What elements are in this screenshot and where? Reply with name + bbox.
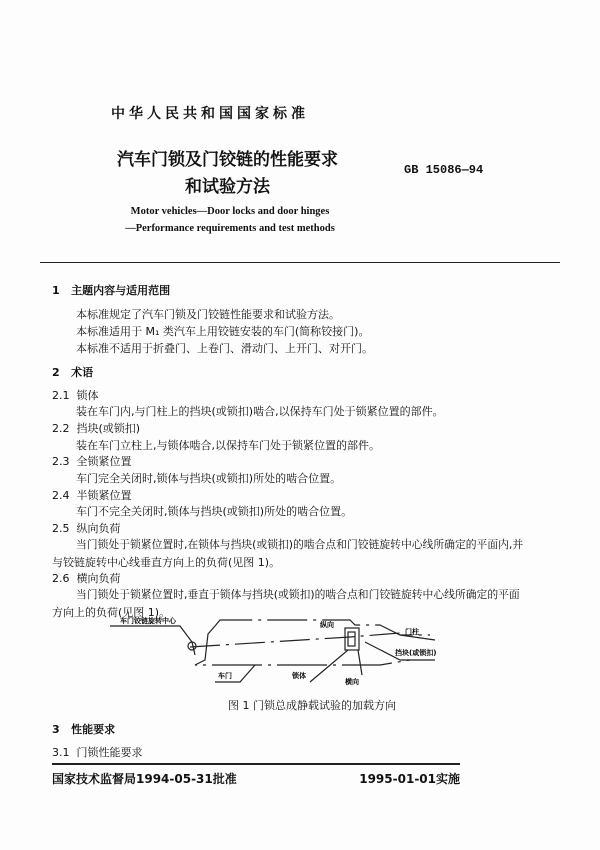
label-longitudinal: 纵向 — [320, 621, 334, 629]
paragraph: 与铰链旋转中心线垂直方向上的负荷(见图 1)。 — [52, 556, 281, 569]
paragraph: 本标准规定了汽车门锁及门铰链性能要求和试验方法。 — [76, 308, 340, 321]
label-pillar: 门柱 — [405, 628, 419, 636]
title-en-1: Motor vehicles—Door locks and door hinges — [130, 206, 330, 217]
term-heading: 2.5 纵向负荷 — [52, 522, 121, 535]
standard-header: 中华人民共和国国家标准 — [111, 106, 309, 122]
figure-caption: 图 1 门锁总成静载试验的加载方向 — [228, 699, 396, 712]
term-heading: 2.4 半锁紧位置 — [52, 489, 132, 502]
subsection-3-1-heading: 3.1 门锁性能要求 — [52, 746, 143, 759]
paragraph: 装在车门立柱上,与锁体啮合,以保持车门处于锁紧位置的部件。 — [76, 439, 380, 452]
footer-divider — [52, 763, 460, 765]
section-3-heading: 3 性能要求 — [52, 723, 116, 736]
section-2-heading: 2 术语 — [52, 366, 94, 379]
section-1-heading: 1 主题内容与适用范围 — [52, 284, 171, 297]
effective-date: 1995-01-01实施 — [359, 772, 460, 786]
label-lock-body: 锁体 — [292, 672, 306, 680]
title-line-2: 和试验方法 — [185, 177, 270, 197]
title-line-1: 汽车门锁及门铰链的性能要求 — [117, 150, 338, 170]
paragraph: 方向上的负荷(见图 1)。 — [52, 606, 171, 619]
title-en-2: —Performance requirements and test methods — [125, 223, 335, 234]
paragraph: 本标准适用于 M₁ 类汽车上用铰链安装的车门(简称铰接门)。 — [76, 325, 370, 338]
label-striker: 挡块(或锁扣) — [395, 649, 437, 657]
divider — [40, 262, 560, 263]
figure-1-diagram — [100, 610, 445, 690]
label-hinge-center: 车门铰链旋转中心 — [120, 617, 176, 625]
standard-number: GB 15086—94 — [404, 163, 484, 177]
approval-date: 国家技术监督局1994-05-31批准 — [52, 772, 237, 786]
label-lateral: 横向 — [345, 678, 359, 686]
paragraph: 装在车门内,与门柱上的挡块(或锁扣)啮合,以保持车门处于锁紧位置的部件。 — [76, 405, 444, 418]
term-heading: 2.6 横向负荷 — [52, 572, 121, 585]
paragraph: 当门锁处于锁紧位置时,垂直于锁体与挡块(或锁扣)的啮合点和门铰链旋转中心线所确定的平面 — [76, 588, 520, 601]
paragraph: 当门锁处于锁紧位置时,在锁体与挡块(或锁扣)的啮合点和门铰链旋转中心线所确定的平面内,并 — [76, 538, 524, 551]
label-door: 车门 — [218, 672, 232, 680]
term-heading: 2.1 锁体 — [52, 389, 99, 402]
paragraph: 本标准不适用于折叠门、上卷门、滑动门、上开门、对开门。 — [76, 342, 373, 355]
paragraph: 车门不完全关闭时,锁体与挡块(或锁扣)所处的啮合位置。 — [76, 505, 353, 518]
term-heading: 2.2 挡块(或锁扣) — [52, 422, 141, 435]
term-heading: 2.3 全锁紧位置 — [52, 455, 132, 468]
paragraph: 车门完全关闭时,锁体与挡块(或锁扣)所处的啮合位置。 — [76, 472, 342, 485]
